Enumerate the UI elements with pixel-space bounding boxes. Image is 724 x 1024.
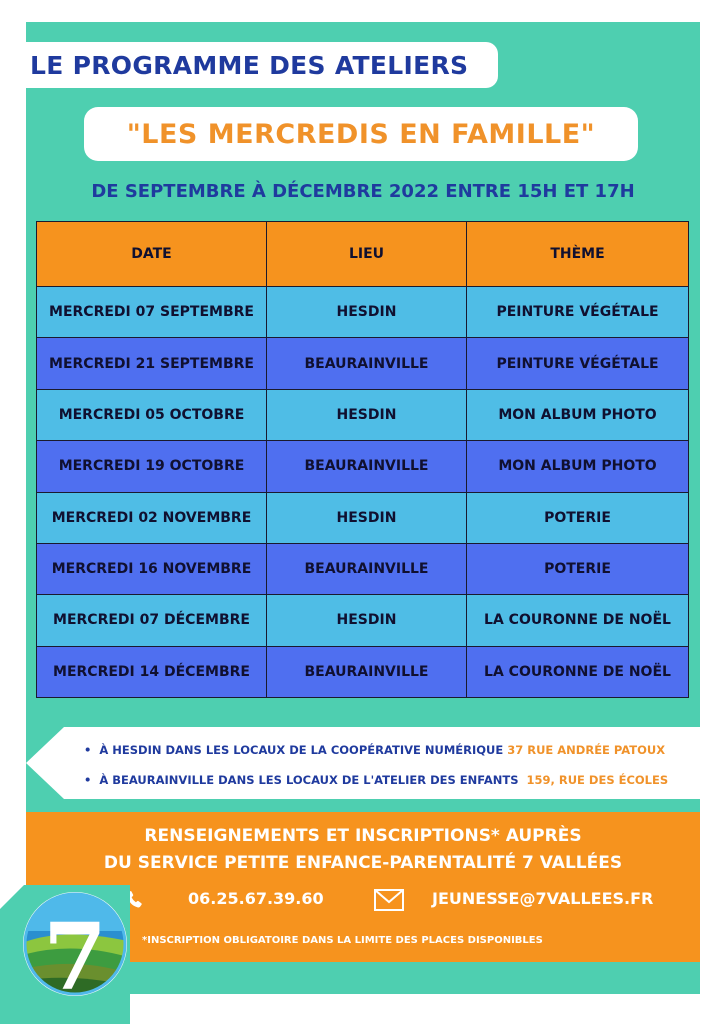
cell-lieu: BEAURAINVILLE	[267, 338, 467, 389]
email-link[interactable]: JEUNESSE@7VALLEES.FR	[432, 889, 654, 908]
subtitle-banner	[84, 107, 638, 161]
dates-line: DE SEPTEMBRE À DÉCEMBRE 2022 ENTRE 15H ET 17H	[91, 181, 635, 202]
table-row	[37, 595, 689, 646]
contact-line-1: RENSEIGNEMENTS ET INSCRIPTIONS* AUPRÈS	[144, 826, 582, 846]
cell-date: MERCREDI 05 OCTOBRE	[37, 389, 267, 440]
info-arrow	[26, 727, 64, 799]
schedule-table	[36, 221, 689, 698]
location-address: 37 RUE ANDRÉE PATOUX	[507, 743, 666, 757]
mail-icon	[374, 889, 404, 911]
table-row	[37, 389, 689, 440]
cell-lieu: BEAURAINVILLE	[267, 441, 467, 492]
column-header-lieu: LIEU	[267, 222, 467, 287]
table-row	[37, 338, 689, 389]
bullet-icon: •	[84, 773, 92, 787]
cell-lieu: BEAURAINVILLE	[267, 543, 467, 594]
location-text: À BEAURAINVILLE DANS LES LOCAUX DE L'ATELIER DES ENFANTS	[99, 773, 519, 787]
cell-date: MERCREDI 02 NOVEMBRE	[37, 492, 267, 543]
cell-date: MERCREDI 16 NOVEMBRE	[37, 543, 267, 594]
table-row	[37, 441, 689, 492]
cell-theme: MON ALBUM PHOTO	[467, 441, 689, 492]
cell-theme: POTERIE	[467, 492, 689, 543]
cell-theme: LA COURONNE DE NOËL	[467, 646, 689, 697]
logo-text: 7	[42, 903, 108, 997]
table-row	[37, 287, 689, 338]
cell-theme: PEINTURE VÉGÉTALE	[467, 287, 689, 338]
cell-lieu: HESDIN	[267, 287, 467, 338]
cell-theme: LA COURONNE DE NOËL	[467, 595, 689, 646]
cell-lieu: HESDIN	[267, 595, 467, 646]
cell-date: MERCREDI 07 DÉCEMBRE	[37, 595, 267, 646]
title-banner	[16, 42, 498, 88]
location-text: À HESDIN DANS LES LOCAUX DE LA COOPÉRATIVE NUMÉRIQUE	[99, 743, 504, 757]
table-row	[37, 543, 689, 594]
location-address: 159, RUE DES ÉCOLES	[526, 773, 669, 787]
registration-note: *INSCRIPTION OBLIGATOIRE DANS LA LIMITE DES PLACES DISPONIBLES	[142, 935, 543, 946]
location-item-beaurainville	[84, 773, 668, 787]
cell-theme: MON ALBUM PHOTO	[467, 389, 689, 440]
cell-theme: POTERIE	[467, 543, 689, 594]
seven-valleys-logo	[22, 891, 128, 997]
phone-number[interactable]: 06.25.67.39.60	[188, 889, 324, 908]
cell-lieu: HESDIN	[267, 492, 467, 543]
column-header-date: DATE	[37, 222, 267, 287]
table-row	[37, 492, 689, 543]
cell-lieu: BEAURAINVILLE	[267, 646, 467, 697]
locations-box	[64, 727, 700, 799]
cell-lieu: HESDIN	[267, 389, 467, 440]
bullet-icon: •	[84, 743, 92, 757]
table-row	[37, 646, 689, 697]
cell-theme: PEINTURE VÉGÉTALE	[467, 338, 689, 389]
page-subtitle: "LES MERCREDIS EN FAMILLE"	[126, 118, 596, 150]
cell-date: MERCREDI 14 DÉCEMBRE	[37, 646, 267, 697]
page-title: LE PROGRAMME DES ATELIERS	[30, 50, 469, 80]
cell-date: MERCREDI 07 SEPTEMBRE	[37, 287, 267, 338]
table-header-row	[37, 222, 689, 287]
column-header-theme: THÈME	[467, 222, 689, 287]
cell-date: MERCREDI 21 SEPTEMBRE	[37, 338, 267, 389]
cell-date: MERCREDI 19 OCTOBRE	[37, 441, 267, 492]
contact-line-2: DU SERVICE PETITE ENFANCE-PARENTALITÉ 7 VALLÉES	[103, 853, 623, 873]
location-item-hesdin	[84, 743, 665, 757]
